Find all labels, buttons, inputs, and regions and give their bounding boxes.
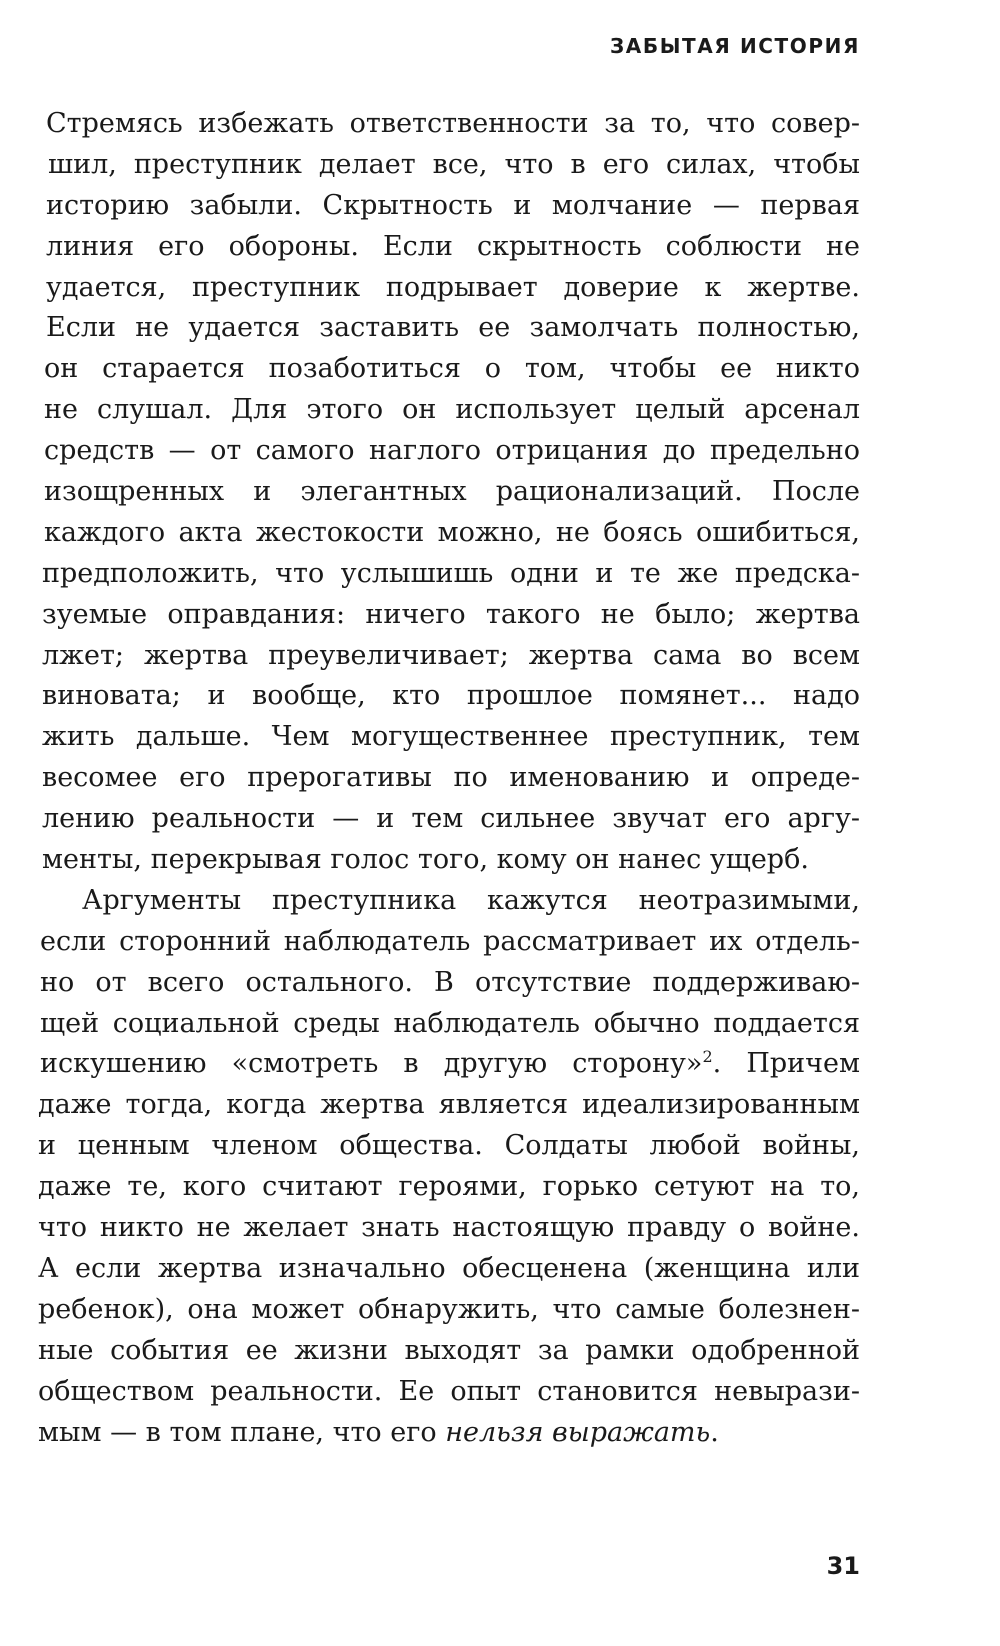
text-line: предположить, что услышишь одни и те же предска- <box>42 557 860 589</box>
text-line: зуемые оправдания: ничего такого не было; жертва <box>42 598 860 630</box>
italic-phrase: нельзя выражать <box>445 1416 711 1448</box>
text-segment: мым — в том плане, что его <box>38 1416 446 1448</box>
text-line: не слушал. Для этого он использует целый арсенал <box>44 394 860 426</box>
text-line: даже те, кого считают героями, горько сетуют на то, <box>38 1171 860 1203</box>
text-line: Если не удается заставить ее замолчать полностью, <box>46 312 860 344</box>
text-line: он старается позаботиться о том, чтобы ее никто <box>44 353 860 385</box>
text-line: Стремясь избежать ответственности за то, что совер- <box>46 108 860 139</box>
text-line: лению реальности — и тем сильнее звучат его аргу- <box>42 803 860 835</box>
text-line: Аргументы преступника кажутся неотразимыми, <box>82 884 860 916</box>
footnote-marker: 2 <box>702 1047 713 1067</box>
text-line: виновата; и вообще, кто прошлое помянет... надо <box>42 680 860 712</box>
paragraph-2 <box>38 881 860 1453</box>
paragraph-1 <box>38 104 860 881</box>
text-line: щей социальной среды наблюдатель обычно поддается <box>40 1007 860 1039</box>
text-line: шил, преступник делает все, что в его силах, чтобы <box>48 148 860 180</box>
text-line: что никто не желает знать настоящую правду о войне. <box>38 1212 860 1244</box>
text-line-with-footnote <box>38 1044 860 1085</box>
text-line: изощренных и элегантных рационализаций. После <box>44 476 860 508</box>
text-line: обществом реальности. Ее опыт становится невырази- <box>38 1375 860 1407</box>
text-line: менты, перекрывая голос того, кому он нанес ущерб. <box>42 844 809 876</box>
text-line: и ценным членом общества. Солдаты любой войны, <box>38 1130 860 1162</box>
text-line: весомее его прерогативы по именованию и опреде- <box>42 762 860 794</box>
text-line: если сторонний наблюдатель рассматривает их отдель- <box>40 925 860 957</box>
page-number: 31 <box>826 1552 860 1580</box>
text-line: А если жертва изначально обесценена (женщина или <box>38 1252 860 1284</box>
text-line: жить дальше. Чем могущественнее преступник, тем <box>42 721 860 753</box>
text-line: историю забыли. Скрытность и молчание — первая <box>46 189 860 221</box>
body-text <box>38 104 860 1453</box>
running-head: ЗАБЫТАЯ ИСТОРИЯ <box>610 34 860 58</box>
text-line: линия его обороны. Если скрытность соблюсти не <box>46 230 860 262</box>
text-line: средств — от самого наглого отрицания до предельно <box>44 435 860 467</box>
text-segment: . <box>710 1416 719 1448</box>
text-line: даже тогда, когда жертва является идеализированным <box>38 1089 860 1121</box>
text-line: но от всего остального. В отсутствие поддерживаю- <box>40 966 860 998</box>
text-segment: искушению «смотреть в другую сторону» <box>40 1048 703 1080</box>
text-line: ребенок), она может обнаружить, что самые болезнен- <box>38 1293 860 1325</box>
text-line: ные события ее жизни выходят за рамки одобренной <box>38 1334 860 1366</box>
text-line-last <box>38 1413 860 1454</box>
text-line: каждого акта жестокости можно, не боясь ошибиться, <box>44 516 860 548</box>
text-segment: . Причем <box>712 1048 860 1080</box>
text-line: удается, преступник подрывает доверие к жертве. <box>46 271 860 303</box>
text-line: лжет; жертва преувеличивает; жертва сама во всем <box>42 639 860 671</box>
